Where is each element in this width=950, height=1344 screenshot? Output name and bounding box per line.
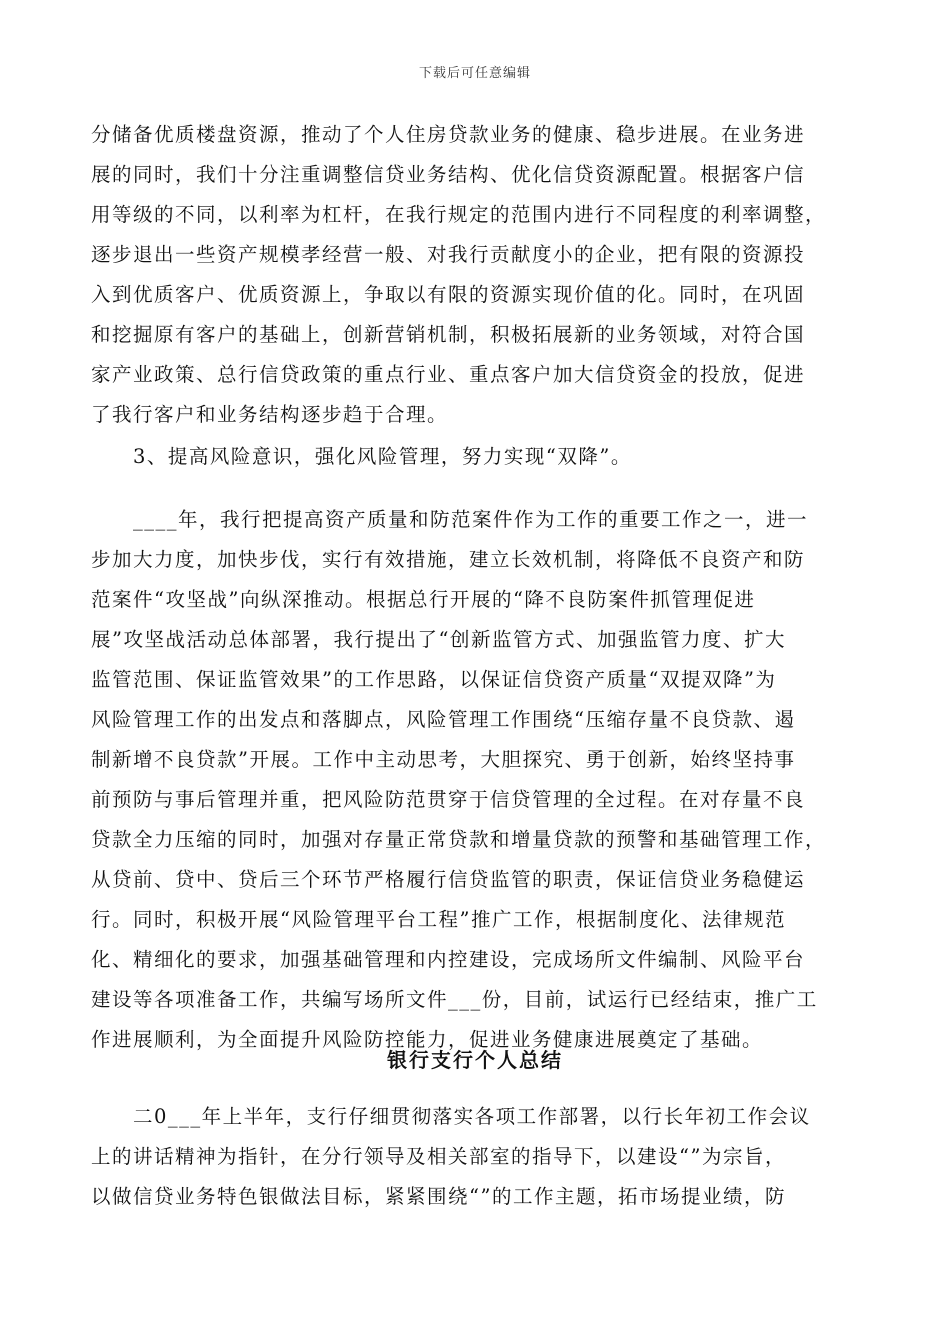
text-line: 从贷前、贷中、贷后三个环节严格履行信贷监管的职责，保证信贷业务稳健运: [91, 868, 806, 891]
text-line: 前预防与事后管理并重，把风险防范贯穿于信贷管理的全过程。在对存量不良: [91, 788, 806, 811]
text-line: 化、精细化的要求，加强基础管理和内控建设，完成场所文件编制、风险平台: [91, 948, 806, 971]
text-line: ____年，我行把提高资产质量和防范案件作为工作的重要工作之一，进一: [91, 508, 809, 531]
text-line: 制新增不良贷款”开展。工作中主动思考，大胆探究、勇于创新，始终坚持事: [91, 748, 796, 771]
text-line: 和挖掘原有客户的基础上，创新营销机制，积极拓展新的业务领域，对符合国: [91, 323, 806, 346]
text-line: 步加大力度，加快步伐，实行有效措施，建立长效机制，将降低不良资产和防: [91, 548, 806, 571]
text-line: 以做信贷业务特色银做法目标，紧紧围绕“”的工作主题，拓市场提业绩，防: [91, 1185, 786, 1208]
page-header-note: 下载后可任意编辑: [418, 66, 531, 81]
text-line: 用等级的不同，以利率为杠杆，在我行规定的范围内进行不同程度的利率调整，: [91, 203, 827, 226]
paragraph-risk-management: [91, 500, 861, 1060]
text-line: 上的讲话精神为指针，在分行领导及相关部室的指导下，以建设“”为宗旨，: [91, 1145, 786, 1168]
text-line: 作进展顺利，为全面提升风险防控能力，促进业务健康进展奠定了基础。: [91, 1028, 764, 1051]
text-line: 建设等各项准备工作，共编写场所文件___份，目前，试运行已经结束，推广工: [91, 988, 818, 1011]
paragraph-summary-intro: [91, 1097, 861, 1217]
section-title-line: 3、提高风险意识，强化风险管理，努力实现“双降”。: [91, 445, 632, 468]
text-line: 监管范围、保证监管效果”的工作思路，以保证信贷资产质量“双提双降”为: [91, 668, 777, 691]
text-line: 分储备优质楼盘资源，推动了个人住房贷款业务的健康、稳步进展。在业务进: [91, 123, 806, 146]
text-line: 二0___年上半年，支行仔细贯彻落实各项工作部署，以行长年初工作会议: [91, 1105, 811, 1128]
text-line: 行。同时，积极开展“风险管理平台工程”推广工作，根据制度化、法律规范: [91, 908, 786, 931]
text-line: 入到优质客户、优质资源上，争取以有限的资源实现价值的化。同时，在巩固: [91, 283, 806, 306]
text-line: 风险管理工作的出发点和落脚点，风险管理工作围绕“压缩存量不良贷款、遏: [91, 708, 796, 731]
text-line: 贷款全力压缩的同时，加强对存量正常贷款和增量贷款的预警和基础管理工作，: [91, 828, 827, 851]
text-line: 家产业政策、总行信贷政策的重点行业、重点客户加大信贷资金的投放，促进: [91, 363, 806, 386]
text-line: 逐步退出一些资产规模孝经营一般、对我行贡献度小的企业，把有限的资源投: [91, 243, 806, 266]
text-line: 展的同时，我们十分注重调整信贷业务结构、优化信贷资源配置。根据客户信: [91, 163, 806, 186]
section-3-title: [91, 437, 861, 477]
text-line: 了我行客户和业务结构逐步趋于合理。: [91, 403, 449, 426]
text-line: 展”攻坚战活动总体部署，我行提出了“创新监管方式、加强监管力度、扩大: [91, 628, 786, 651]
summary-heading: 银行支行个人总结: [387, 1048, 563, 1072]
text-line: 范案件“攻坚战”向纵深推动。根据总行开展的“降不良防案件抓管理促进: [91, 588, 756, 611]
paragraph-credit-structure: [91, 115, 861, 435]
